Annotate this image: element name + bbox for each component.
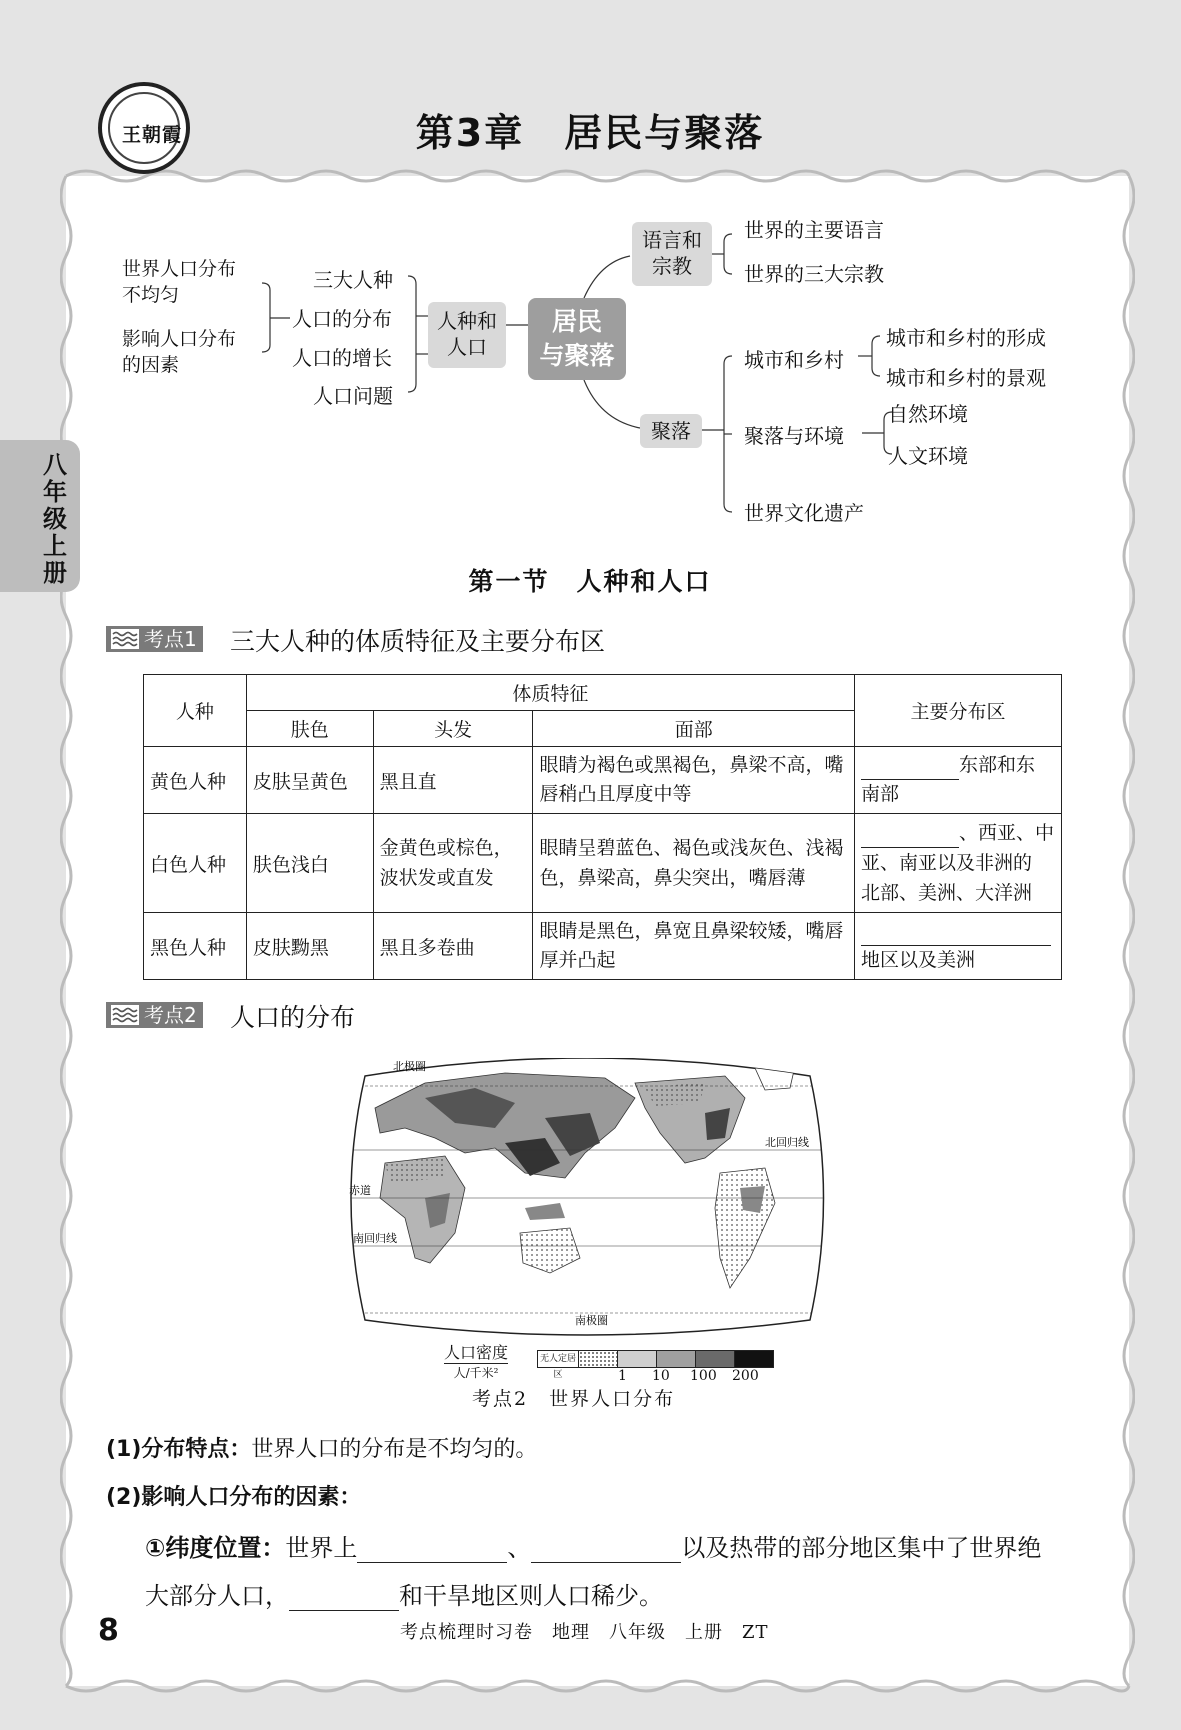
mindmap-item-races: 三大人种 [313, 268, 393, 292]
legend-title-text: 人口密度 [444, 1340, 508, 1364]
legend-swatch [657, 1351, 696, 1367]
dist-text: 、西亚、中 [958, 822, 1054, 844]
header-skin: 肤色 [246, 711, 373, 747]
mindmap-center-node [528, 298, 626, 380]
fill-blank[interactable] [861, 927, 1051, 946]
kaodian-1-tag [106, 626, 203, 652]
section-title: 第一节 人种和人口 [468, 567, 712, 596]
mindmap-node-settlement: 聚落 [640, 414, 702, 448]
mindmap-fact-line: 的因素 [122, 354, 180, 376]
center-line: 与聚落 [539, 341, 615, 370]
race-features-table [143, 674, 1062, 980]
mindmap-item-settlement-env: 聚落与环境 [744, 424, 844, 448]
mindmap-item-city-formation: 城市和乡村的形成 [886, 326, 1046, 350]
mindmap-fact-line: 世界人口分布 [122, 258, 237, 280]
cell-skin: 皮肤呈黄色 [246, 747, 373, 814]
wave-icon [111, 629, 139, 649]
fill-blank[interactable] [861, 761, 959, 780]
mindmap-fact-1 [122, 256, 236, 308]
mindmap-item-growth: 人口的增长 [292, 346, 392, 370]
legend-swatch [735, 1351, 773, 1367]
legend-uninhabited-label: 无人定居区 [539, 1354, 576, 1380]
center-line: 居民 [551, 307, 602, 336]
legend-tick: 100 [690, 1368, 717, 1384]
dist-text: 南部 [860, 783, 899, 805]
cell-race: 黑色人种 [144, 913, 247, 980]
figure-caption: 考点2 世界人口分布 [472, 1388, 676, 1410]
label-arctic-circle: 北极圈 [393, 1060, 426, 1073]
cell-distribution [854, 814, 1061, 913]
dist-text: 东部和东 [958, 754, 1035, 776]
cell-skin: 肤色浅白 [246, 814, 373, 913]
header-face: 面部 [533, 711, 855, 747]
node-line: 人口 [447, 335, 487, 359]
chapter-title: 第3章 居民与聚落 [415, 111, 765, 155]
para-label: ①纬度位置： [145, 1534, 286, 1562]
fill-blank[interactable] [861, 829, 959, 848]
legend-swatch [618, 1351, 657, 1367]
logo-text: 王朝霞 [121, 124, 182, 146]
kaodian-1-label: 考点1 [144, 627, 197, 651]
kaodian-2-label: 考点2 [144, 1003, 197, 1027]
mindmap-item-languages: 世界的主要语言 [744, 218, 884, 242]
mindmap-item-natural-env: 自然环境 [888, 402, 968, 426]
kaodian-1-title: 三大人种的体质特征及主要分布区 [230, 627, 606, 656]
mindmap-node-race-population [428, 302, 506, 368]
paragraph-distribution-feature [106, 1432, 537, 1463]
cell-face: 眼睛为褐色或黑褐色，鼻梁不高，嘴唇稍凸且厚度中等 [533, 747, 855, 814]
para-text: 和干旱地区则人口稀少。 [399, 1582, 663, 1610]
para-label: (2)影响人口分布的因素： [106, 1485, 362, 1510]
legend-swatch [696, 1351, 735, 1367]
legend-title [444, 1340, 508, 1381]
header-race: 人种 [144, 675, 247, 747]
para-text: 世界人口的分布是不均匀的。 [251, 1437, 538, 1462]
fill-blank[interactable] [531, 1540, 681, 1563]
table-row [144, 747, 1062, 814]
side-tab-char: 上 [43, 532, 67, 560]
world-population-map [345, 1058, 830, 1338]
mindmap-item-distribution: 人口的分布 [292, 307, 392, 331]
cell-distribution [854, 747, 1061, 814]
node-line: 人种和 [437, 309, 497, 333]
kaodian-2-title: 人口的分布 [230, 1003, 356, 1032]
cell-race: 黄色人种 [144, 747, 247, 814]
cell-distribution [854, 913, 1061, 980]
label-antarctic-circle: 南极圈 [575, 1314, 608, 1327]
paragraph-latitude [145, 1528, 1041, 1563]
legend-tick: 10 [652, 1368, 670, 1384]
paragraph-factors [106, 1480, 361, 1511]
cell-hair: 金黄色或棕色，波状发或直发 [373, 814, 533, 913]
paragraph-latitude-cont [145, 1576, 663, 1611]
para-label: (1)分布特点： [106, 1437, 252, 1462]
para-text: 世界上 [285, 1534, 358, 1562]
mindmap-item-religions: 世界的三大宗教 [744, 262, 884, 286]
mindmap-fact-line: 不均匀 [122, 284, 180, 306]
legend-swatch [579, 1351, 618, 1367]
table-row [144, 913, 1062, 980]
page-number: 8 [98, 1613, 119, 1648]
node-line: 语言和 [642, 228, 702, 252]
dist-text: 北部、美洲、大洋洲 [860, 882, 1032, 904]
side-tab-char: 级 [43, 505, 67, 533]
mindmap-item-human-env: 人文环境 [888, 444, 968, 468]
legend-tick: 1 [618, 1368, 627, 1384]
para-text: 、 [507, 1534, 532, 1562]
cell-skin: 皮肤黝黑 [246, 913, 373, 980]
side-tab-char: 八 [43, 451, 67, 479]
cell-race: 白色人种 [144, 814, 247, 913]
para-text: 以及热带的部分地区集中了世界绝 [681, 1534, 1042, 1562]
para-text: 大部分人口， [145, 1582, 289, 1610]
cell-hair: 黑且多卷曲 [373, 913, 533, 980]
kaodian-2-tag [106, 1002, 203, 1028]
label-tropic-cancer: 北回归线 [765, 1136, 809, 1149]
mindmap-fact-line: 影响人口分布 [122, 328, 237, 350]
cell-face: 眼睛呈碧蓝色、褐色或浅灰色、浅褐色，鼻梁高，鼻尖突出，嘴唇薄 [533, 814, 855, 913]
table-row [144, 814, 1062, 913]
dist-text: 亚、南亚以及非洲的 [860, 852, 1032, 874]
legend-swatch-uninhabited [538, 1351, 579, 1380]
cell-face: 眼睛是黑色，鼻宽且鼻梁较矮，嘴唇厚并凸起 [533, 913, 855, 980]
header-distribution: 主要分布区 [854, 675, 1061, 747]
fill-blank[interactable] [357, 1540, 507, 1563]
cell-hair: 黑且直 [373, 747, 533, 814]
footer-text: 考点梳理时习卷 地理 八年级 上册 ZT [400, 1622, 769, 1643]
node-line: 宗教 [652, 254, 692, 278]
label-equator: 赤道 [349, 1184, 371, 1197]
legend-unit: 人/千米² [453, 1366, 499, 1380]
label-tropic-capricorn: 南回归线 [353, 1232, 397, 1245]
mindmap-node-language-religion [632, 222, 712, 286]
mindmap-item-heritage: 世界文化遗产 [744, 501, 864, 525]
mindmap-fact-2 [122, 326, 236, 378]
dist-text: 地区以及美洲 [860, 949, 975, 971]
side-tab-char: 册 [43, 559, 67, 587]
header-features: 体质特征 [246, 675, 854, 711]
mindmap-item-city-landscape: 城市和乡村的景观 [886, 366, 1046, 390]
mindmap-item-problems: 人口问题 [313, 384, 393, 408]
fill-blank[interactable] [289, 1588, 399, 1611]
side-tab-char: 年 [43, 478, 67, 506]
mindmap-item-city-village: 城市和乡村 [744, 348, 844, 372]
legend-tick: 200 [732, 1368, 759, 1384]
header-hair: 头发 [373, 711, 533, 747]
wave-icon [111, 1005, 139, 1025]
